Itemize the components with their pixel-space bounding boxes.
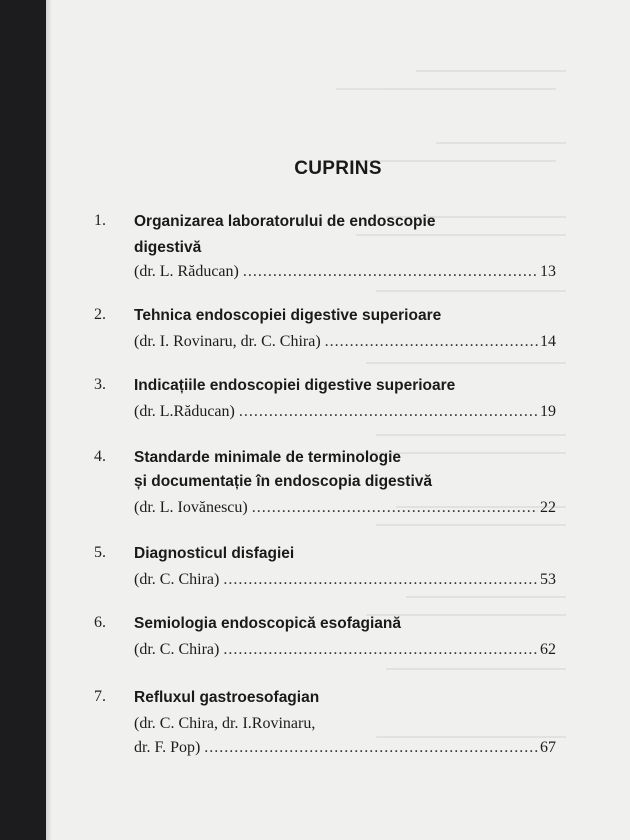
entry-authors: (dr. L. Iovănescu) (134, 499, 248, 516)
entry-authors: (dr. L. Răducan) (134, 263, 239, 280)
dot-leader (239, 402, 538, 422)
dot-leader (223, 640, 538, 660)
entry-authors: (dr. L.Răducan) (134, 403, 235, 420)
entry-heading: Semiologia endoscopică esofagiană (134, 615, 402, 632)
entry-heading: Indicațiile endoscopiei digestive superioare (134, 377, 456, 394)
entry-heading: și documentație în endoscopia digestivă (134, 473, 433, 490)
entry-heading: digestivă (134, 239, 202, 256)
entry-page-number: 62 (540, 641, 556, 658)
dot-leader (223, 570, 538, 590)
entry-author-line (134, 332, 556, 352)
entry-number: 2. (94, 306, 106, 323)
entry-heading: Organizarea laboratorului de endoscopie (134, 213, 436, 230)
entry-page-number: 22 (540, 499, 556, 516)
entry-heading: Tehnica endoscopiei digestive superioare (134, 307, 442, 324)
dot-leader (325, 332, 538, 352)
entry-page-number: 13 (540, 263, 556, 280)
entry-number: 1. (94, 212, 106, 229)
entry-authors: dr. F. Pop) (134, 739, 201, 756)
entry-author-line (134, 640, 556, 660)
entry-author-line (134, 402, 556, 422)
contents-title: CUPRINS (294, 158, 382, 179)
dot-leader (204, 738, 538, 758)
entry-number: 4. (94, 448, 106, 465)
entry-author-line (134, 498, 556, 518)
entry-authors: (dr. I. Rovinaru, dr. C. Chira) (134, 333, 321, 350)
entry-authors: (dr. C. Chira) (134, 641, 220, 658)
entry-heading: Standarde minimale de terminologie (134, 449, 402, 466)
entry-author-line (134, 738, 556, 758)
entry-author-line (134, 570, 556, 590)
entry-heading: Refluxul gastroesofagian (134, 689, 320, 706)
entry-number: 5. (94, 544, 106, 561)
book-page (46, 0, 630, 840)
entry-page-number: 14 (540, 333, 556, 350)
entry-author-line (134, 262, 556, 282)
entry-page-number: 19 (540, 403, 556, 420)
entry-authors: (dr. C. Chira, dr. I.Rovinaru, (134, 715, 316, 732)
entry-number: 7. (94, 688, 106, 705)
page-edge-shadow (46, 0, 52, 840)
entry-page-number: 53 (540, 571, 556, 588)
dot-leader (243, 262, 538, 282)
entry-number: 6. (94, 614, 106, 631)
entry-authors: (dr. C. Chira) (134, 571, 220, 588)
entry-heading: Diagnosticul disfagiei (134, 545, 295, 562)
entry-number: 3. (94, 376, 106, 393)
entry-page-number: 67 (540, 739, 556, 756)
dot-leader (252, 498, 538, 518)
